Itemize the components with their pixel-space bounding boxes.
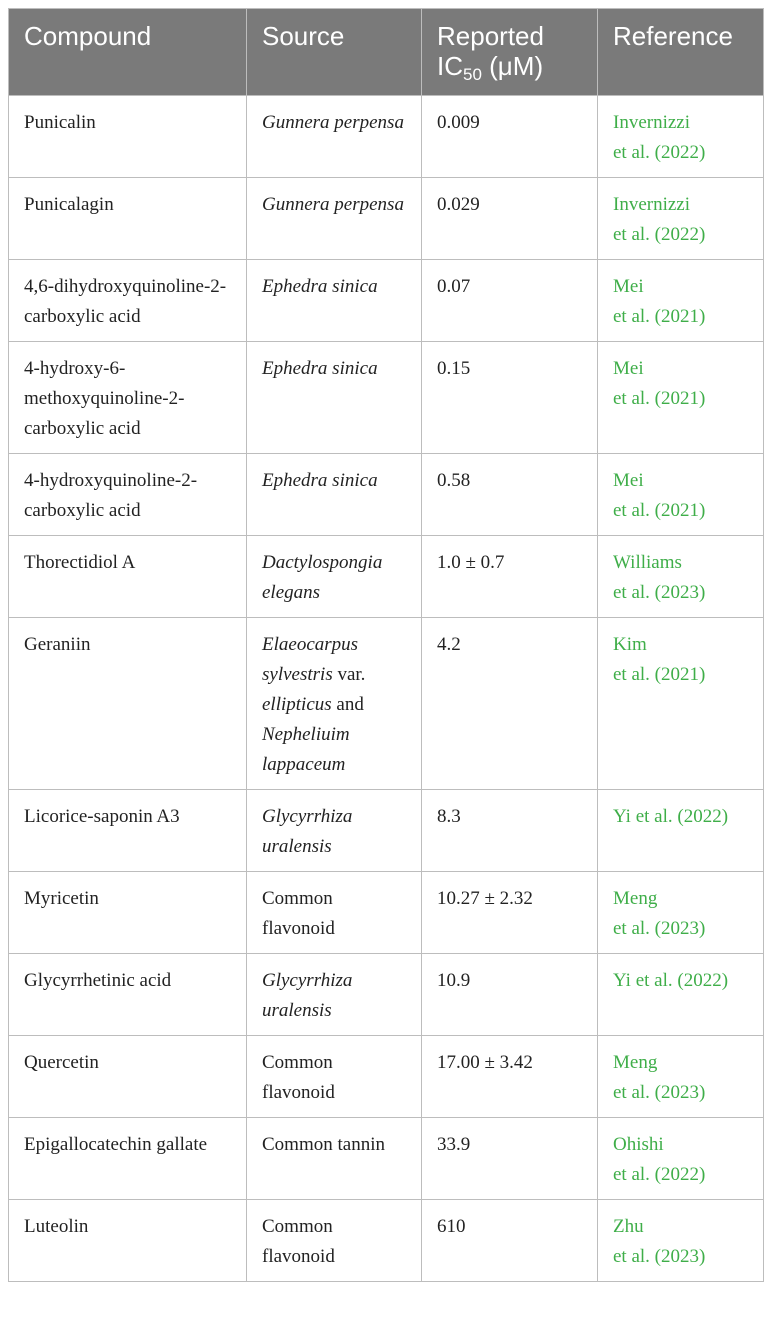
reference-text: Williams (613, 552, 682, 573)
reference-link[interactable] (598, 454, 764, 536)
source-cell: Common flavonoid (247, 872, 422, 954)
reference-link[interactable] (598, 96, 764, 178)
compound-cell: Punicalagin (9, 178, 247, 260)
ic50-cell: 0.029 (422, 178, 598, 260)
compound-cell: Luteolin (9, 1200, 247, 1282)
table-row (9, 96, 764, 178)
compound-cell: Epigallocatechin gallate (9, 1118, 247, 1200)
compound-cell: Thorectidiol A (9, 536, 247, 618)
compound-cell: 4,6-dihydroxyquinoline-2-carboxylic acid (9, 260, 247, 342)
reference-text: Invernizzi (613, 112, 691, 133)
source-cell: Gunnera perpensa (247, 178, 422, 260)
reference-link[interactable] (598, 178, 764, 260)
reference-link[interactable] (598, 618, 764, 790)
ic50-cell: 10.9 (422, 954, 598, 1036)
header-ic50-unit: (μM) (481, 51, 544, 81)
ic50-cell: 0.009 (422, 96, 598, 178)
source-cell: Dactylospongia elegans (247, 536, 422, 618)
ic50-cell: 4.2 (422, 618, 598, 790)
reference-text: Mei (613, 358, 644, 379)
table-body (9, 96, 764, 1282)
ic50-cell: 17.00 ± 3.42 (422, 1036, 598, 1118)
ic50-cell: 8.3 (422, 790, 598, 872)
table-row (9, 260, 764, 342)
reference-link[interactable]: Yi et al. (2022) (598, 954, 764, 1036)
table-row (9, 342, 764, 454)
source-connector-var: var. (332, 664, 366, 685)
source-cell: Glycyrrhiza uralensis (247, 790, 422, 872)
compound-cell: 4-hydroxy-6-methoxyquinoline-2-carboxylic acid (9, 342, 247, 454)
reference-link[interactable] (598, 1118, 764, 1200)
reference-text: et al. (2021) (613, 388, 706, 409)
reference-text: Mei (613, 470, 644, 491)
reference-text: Invernizzi (613, 194, 691, 215)
table-row (9, 178, 764, 260)
ic50-cell: 610 (422, 1200, 598, 1282)
source-cell: Ephedra sinica (247, 454, 422, 536)
table-row (9, 618, 764, 790)
reference-link[interactable] (598, 260, 764, 342)
source-genus-2: Nepheliuim lappaceum (262, 724, 350, 775)
source-cell: Common tannin (247, 1118, 422, 1200)
header-ic50 (422, 9, 598, 96)
table-row (9, 790, 764, 872)
compound-cell: Geraniin (9, 618, 247, 790)
table-row (9, 954, 764, 1036)
compound-cell: 4-hydroxyquinoline-2-carboxylic acid (9, 454, 247, 536)
reference-link[interactable] (598, 536, 764, 618)
source-cell: Common flavonoid (247, 1200, 422, 1282)
source-cell: Ephedra sinica (247, 342, 422, 454)
header-compound: Compound (9, 9, 247, 96)
reference-link[interactable]: Yi et al. (2022) (598, 790, 764, 872)
reference-link[interactable] (598, 1036, 764, 1118)
reference-text: et al. (2021) (613, 664, 706, 685)
reference-text: et al. (2022) (613, 224, 706, 245)
compound-cell: Licorice-saponin A3 (9, 790, 247, 872)
reference-link[interactable] (598, 872, 764, 954)
source-cell (247, 618, 422, 790)
table-row (9, 1118, 764, 1200)
table-row (9, 1036, 764, 1118)
reference-link[interactable] (598, 342, 764, 454)
source-cell: Gunnera perpensa (247, 96, 422, 178)
table-row (9, 1200, 764, 1282)
reference-text: et al. (2021) (613, 500, 706, 521)
ic50-cell: 10.27 ± 2.32 (422, 872, 598, 954)
reference-text: et al. (2023) (613, 582, 706, 603)
reference-text: et al. (2022) (613, 1164, 706, 1185)
reference-link[interactable] (598, 1200, 764, 1282)
compound-table (8, 8, 764, 1282)
source-variety: ellipticus (262, 694, 332, 715)
source-connector-and: and (331, 694, 364, 715)
table-row (9, 536, 764, 618)
reference-text: Kim (613, 634, 647, 655)
reference-text: et al. (2021) (613, 306, 706, 327)
reference-text: Ohishi (613, 1134, 664, 1155)
header-ic50-subscript: 50 (463, 65, 482, 84)
ic50-cell: 33.9 (422, 1118, 598, 1200)
compound-cell: Myricetin (9, 872, 247, 954)
reference-text: Zhu (613, 1216, 644, 1237)
table-row (9, 454, 764, 536)
header-reference: Reference (598, 9, 764, 96)
header-ic50-line1: Reported (437, 21, 544, 51)
ic50-cell: 0.58 (422, 454, 598, 536)
ic50-cell: 1.0 ± 0.7 (422, 536, 598, 618)
reference-text: Mei (613, 276, 644, 297)
ic50-cell: 0.15 (422, 342, 598, 454)
compound-cell: Quercetin (9, 1036, 247, 1118)
header-source: Source (247, 9, 422, 96)
reference-text: et al. (2023) (613, 1082, 706, 1103)
compound-cell: Punicalin (9, 96, 247, 178)
compound-cell: Glycyrrhetinic acid (9, 954, 247, 1036)
reference-text: et al. (2023) (613, 1246, 706, 1267)
source-cell: Glycyrrhiza uralensis (247, 954, 422, 1036)
reference-text: Meng (613, 1052, 658, 1073)
header-ic50-main: IC (437, 51, 463, 81)
reference-text: et al. (2022) (613, 142, 706, 163)
source-cell: Ephedra sinica (247, 260, 422, 342)
reference-text: Meng (613, 888, 658, 909)
table-header (9, 9, 764, 96)
reference-text: et al. (2023) (613, 918, 706, 939)
table-row (9, 872, 764, 954)
header-row (9, 9, 764, 96)
source-genus-1: Elaeocarpus sylvestris (262, 634, 359, 685)
ic50-cell: 0.07 (422, 260, 598, 342)
source-cell: Common flavonoid (247, 1036, 422, 1118)
